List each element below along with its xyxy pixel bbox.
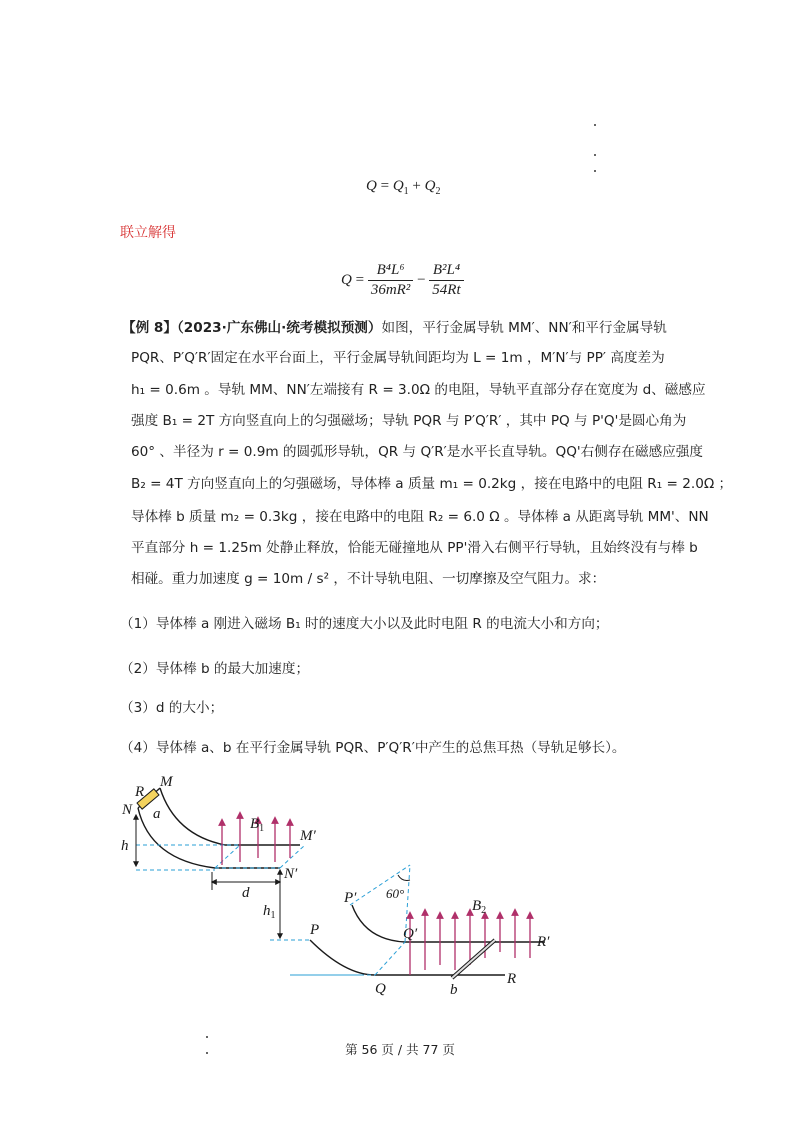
label-p: P — [310, 922, 320, 938]
label-h1: $h_1$ — [263, 903, 276, 921]
lower-rails — [310, 905, 545, 975]
label-b2: $B_2$ — [472, 898, 487, 916]
combine-label: 联立解得 — [120, 225, 176, 241]
problem-line-3: h₁ = 0.6m 。导轨 MM、NN′左端接有 R = 3.0Ω 的电阻，导轨平直部分存在宽度为 d、磁感应 — [131, 382, 706, 398]
label-d: d — [242, 885, 250, 901]
problem-line-5: 60° 、半径为 r = 0.9m 的圆弧形导轨，QR 与 Q′R′是水平长直导轨。QQ'右侧存在磁感应强度 — [131, 444, 703, 460]
label-a: a — [153, 806, 161, 822]
label-qp: Q′ — [403, 926, 418, 942]
problem-line-8: 平直部分 h = 1.25m 处静止释放，恰能无碰撞地从 PP'滑入右侧平行导轨，且始终没有与棒 b — [131, 540, 698, 556]
label-rp: R′ — [537, 934, 550, 950]
question-4: （4）导体棒 a、b 在平行金属导轨 PQR、P′Q′R′中产生的总焦耳热（导轨足够长）。 — [120, 740, 626, 756]
label-b1: $B_1$ — [250, 816, 265, 834]
field-region-2 — [290, 865, 410, 975]
margin-dot — [206, 1036, 208, 1038]
label-b: b — [450, 982, 458, 998]
label-r: R — [135, 784, 145, 800]
fraction-2: $\frac{\text{B²L⁴}}{54Rt}$ — [429, 262, 463, 299]
question-3: （3）d 的大小； — [120, 700, 224, 716]
label-pp: P′ — [344, 890, 357, 906]
label-m: M — [160, 774, 173, 790]
label-n: N — [122, 802, 133, 818]
b2-field-arrows — [410, 912, 530, 975]
problem-line-2: PQR、P′Q′R′固定在水平台面上，平行金属导轨间距均为 L = 1m ，M′N′与 PP′ 高度差为 — [131, 350, 665, 366]
equation-q-result: Q = $\frac{\text{B⁴L⁶}}{\text{36mR²}}$ − $\frac{\text{B²L⁴}}{54Rt}$ — [341, 262, 464, 299]
label-mp: M′ — [300, 828, 316, 844]
field-region-1 — [136, 845, 305, 870]
problem-source: （2023·广东佛山·统考模拟预测） — [176, 320, 382, 336]
problem-line-9: 相碰。重力加速度 g = 10m / s² ，不计导轨电阻、一切摩擦及空气阻力。求： — [131, 571, 606, 587]
upper-rails — [138, 788, 300, 868]
problem-line-4: 强度 B₁ = 2T 方向竖直向上的匀强磁场；导轨 PQR 与 P′Q′R′ ，其中 PQ 与 P'Q'是圆心角为 — [131, 413, 687, 429]
angle-arc — [398, 875, 410, 880]
problem-line-6: B₂ = 4T 方向竖直向上的匀强磁场，导体棒 a 质量 m₁ = 0.2kg ，接在电路中的电阻 R₁ = 2.0Ω ； — [131, 476, 733, 492]
equation-q-sum: $Q = Q_1 + Q_2$ — [366, 178, 441, 197]
question-2: （2）导体棒 b 的最大加速度； — [120, 661, 310, 677]
problem-line-7: 导体棒 b 质量 m₂ = 0.3kg ，接在电路中的电阻 R₂ = 6.0 Ω 。导体棒 a 从距离导轨 MM'、NN — [131, 509, 709, 525]
label-np: N′ — [284, 866, 298, 882]
fraction-1: $\frac{\text{B⁴L⁶}}{\text{36mR²}}$ — [368, 262, 414, 299]
label-h: h — [121, 838, 129, 854]
label-angle: 60° — [386, 886, 405, 901]
question-1: （1）导体棒 a 刚进入磁场 B₁ 时的速度大小以及此时电阻 R 的电流大小和方向； — [120, 616, 609, 632]
page-footer: 第 56 页 / 共 77 页 — [345, 1042, 455, 1057]
label-rr: R — [507, 971, 517, 987]
problem-line-1: 【例 8】（2023·广东佛山·统考模拟预测）如图，平行金属导轨 MM′、NN′和平行金属导轨 — [122, 320, 667, 336]
problem-label: 【例 8】 — [122, 320, 177, 336]
label-q: Q — [375, 981, 386, 997]
